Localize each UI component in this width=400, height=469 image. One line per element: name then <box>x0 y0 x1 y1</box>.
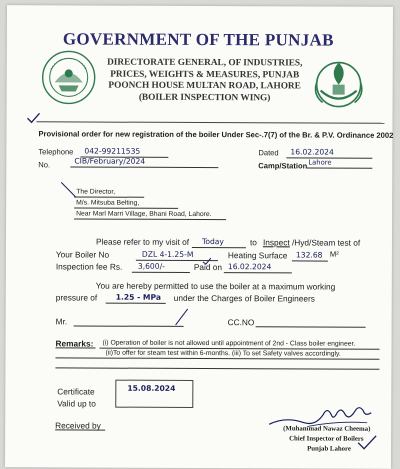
remarks-line-2-rule <box>55 357 379 359</box>
pressure-value: 1.25 - MPa <box>115 292 161 302</box>
telephone-value: 042-99211535 <box>84 146 141 156</box>
remarks-line-1: (i) Operation of boiler is not allowed until appointment of 2nd - Class boiler engineer. <box>102 339 356 348</box>
addressee-line-1-rule <box>74 196 144 197</box>
pressure-label: pressure of <box>55 292 98 303</box>
boiler-value: DZL 4-1.25-M <box>141 249 194 259</box>
paid-underline <box>224 272 292 273</box>
boiler-label: Your Boiler No <box>55 249 110 260</box>
punjab-government-seal-icon <box>41 49 97 110</box>
directorate-address <box>105 58 305 105</box>
received-by-label: Received by <box>55 420 101 431</box>
dated-value: 16.02.2024 <box>290 147 334 157</box>
document-sheet <box>5 5 393 469</box>
heating-underline <box>292 260 328 261</box>
signatory-place: Punjab Lahore <box>307 445 351 453</box>
remarks-label-underline <box>56 347 96 348</box>
fee-value: 3,600/- <box>137 261 165 271</box>
camp-station-label: Camp/Station <box>258 161 308 171</box>
ccno-label: CC.NO <box>227 317 255 328</box>
heating-label: Heating Surface <box>227 250 288 261</box>
fee-label: Inspection fee Rs. <box>55 261 123 272</box>
signatory-title: Chief Inspector of Boilers <box>289 435 364 443</box>
address-line-2: PRICES, WEIGHTS & MEASURES, PUNJAB <box>110 69 300 80</box>
tick-mark-icon <box>26 111 40 129</box>
camp-underline <box>306 167 372 168</box>
no-label: No. <box>38 160 51 170</box>
government-title: GOVERNMENT OF THE PUNJAB <box>62 29 334 50</box>
fee-underline <box>132 272 190 273</box>
permit-line-1: You are hereby permitted to use the boiler at a maximum working <box>95 280 336 292</box>
mr-slash-mark <box>174 308 190 331</box>
camp-station-value: Lahore <box>308 158 332 167</box>
pressure-underline <box>106 303 166 304</box>
no-underline <box>70 166 218 168</box>
mr-underline <box>74 325 184 326</box>
addressee-line-2: M/s. Mitsuba Belting, <box>76 199 140 207</box>
certificate-validity-value: 15.08.2024 <box>127 383 176 393</box>
visit-suffix: /Hyd/Steam test of <box>291 237 361 248</box>
remarks-label: Remarks: <box>55 338 94 349</box>
address-line-1: DIRECTORATE GENERAL, OF INDUSTRIES, <box>107 57 303 69</box>
addressee-line-3: Near Marl Marri Village, Bhani Road, Lahore. <box>76 210 212 219</box>
header-divider <box>36 121 384 124</box>
address-line-4: (BOILER INSPECTION WING) <box>138 92 271 103</box>
signatory-tick-icon <box>357 435 377 456</box>
visit-value: Today <box>201 237 224 247</box>
visit-to: to <box>249 237 257 248</box>
addressee-line-3-rule <box>74 218 226 220</box>
ccno-underline <box>256 326 366 327</box>
paid-value: 16.02.2024 <box>227 262 272 272</box>
heating-unit: M² <box>329 249 339 259</box>
remarks-line-2: (ii)To offer for steam test within 6-months. (iii) To set Safety valves accordingly. <box>105 349 341 358</box>
certificate-label-line-2: Valid up to <box>57 398 96 409</box>
address-line-3: POONCH HOUSE MULTAN ROAD, LAHORE <box>108 80 301 92</box>
received-by-underline <box>55 429 105 430</box>
mr-label: Mr. <box>55 316 68 327</box>
visit-inspect: Inspect <box>262 237 290 248</box>
dated-label: Dated <box>258 148 279 158</box>
certificate-label-line-1: Certificate <box>57 386 95 397</box>
visit-prefix: Please refer to my visit of <box>95 236 190 247</box>
addressee-line-2-rule <box>74 207 178 208</box>
punjab-emblem-icon <box>309 54 369 117</box>
addressee-line-1: The Director, <box>76 188 116 196</box>
visit-underline <box>192 247 246 248</box>
no-value: CIB/February/2024 <box>74 156 146 166</box>
telephone-label: Telephone <box>38 147 74 157</box>
paid-label: Paid on <box>193 261 223 273</box>
subject-line: Provisional order for new registration of the boiler Under Sec-.7(7) of the Br. & P.V. Ordinance 2002 <box>38 129 394 140</box>
signatory-name: (Muhammad Nawaz Cheema) <box>283 425 371 433</box>
pressure-suffix: under the Charges of Boiler Engineers <box>173 292 315 304</box>
heating-value: 132.68 <box>295 250 323 260</box>
remarks-line-3-rule <box>55 367 379 369</box>
